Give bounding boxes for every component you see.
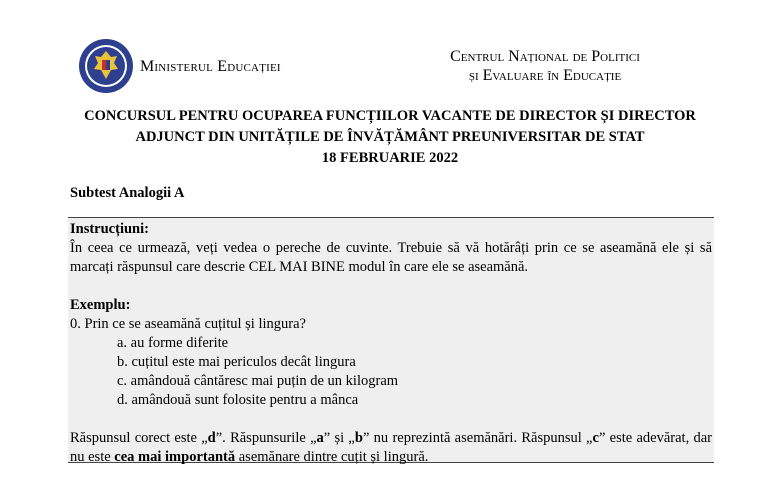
- title-line-1: CONCURSUL PENTRU OCUPAREA FUNCȚIILOR VACANTE DE DIRECTOR ȘI DIRECTOR: [84, 108, 696, 124]
- document-title: [40, 106, 740, 169]
- title-line-2: ADJUNCT DIN UNITĂȚILE DE ÎNVĂȚĂMÂNT PREUNIVERSITAR DE STAT: [135, 129, 645, 145]
- answer-emphasis: cea mai importantă: [114, 449, 236, 465]
- cnpee-line-1: Centrul Național de Politici: [450, 48, 640, 65]
- ministry-name: Ministerul Educației: [140, 58, 281, 75]
- cnpee-name: [430, 47, 660, 85]
- option-b: b. cuțitul este mai periculos decât lingura: [117, 354, 356, 370]
- instructions-box: [68, 217, 714, 463]
- government-seal-logo: [78, 38, 134, 94]
- example-question: 0. Prin ce se aseamănă cuțitul și lingura?: [70, 316, 306, 332]
- option-c: c. amândouă cântăresc mai puțin de un kilogram: [117, 373, 399, 389]
- option-d: d. amândouă sunt folosite pentru a mânca: [117, 392, 359, 408]
- answer-explanation: Răspunsul corect este „d”. Răspunsurile „a” și „b” nu reprezintă asemănări. Răspunsul „c” este adevărat, dar nu este cea mai importantă asemănare dintre cuțit și lingură.: [70, 430, 712, 465]
- instructions-text: În ceea ce urmează, veți vedea o pereche de cuvinte. Trebuie să vă hotărâți prin ce se aseamănă ele și să marcați răspunsul care descrie CEL MAI BINE modul în care ele se aseamănă.: [70, 240, 712, 275]
- subtest-label: Subtest Analogii A: [70, 185, 185, 201]
- title-date: 18 FEBRUARIE 2022: [321, 150, 459, 166]
- document-header: [0, 0, 778, 100]
- example-heading: Exemplu:: [70, 297, 131, 313]
- option-a: a. au forme diferite: [117, 335, 229, 351]
- cnpee-line-2: și Evaluare în Educație: [468, 67, 622, 84]
- instructions-heading: Instrucțiuni:: [70, 221, 149, 237]
